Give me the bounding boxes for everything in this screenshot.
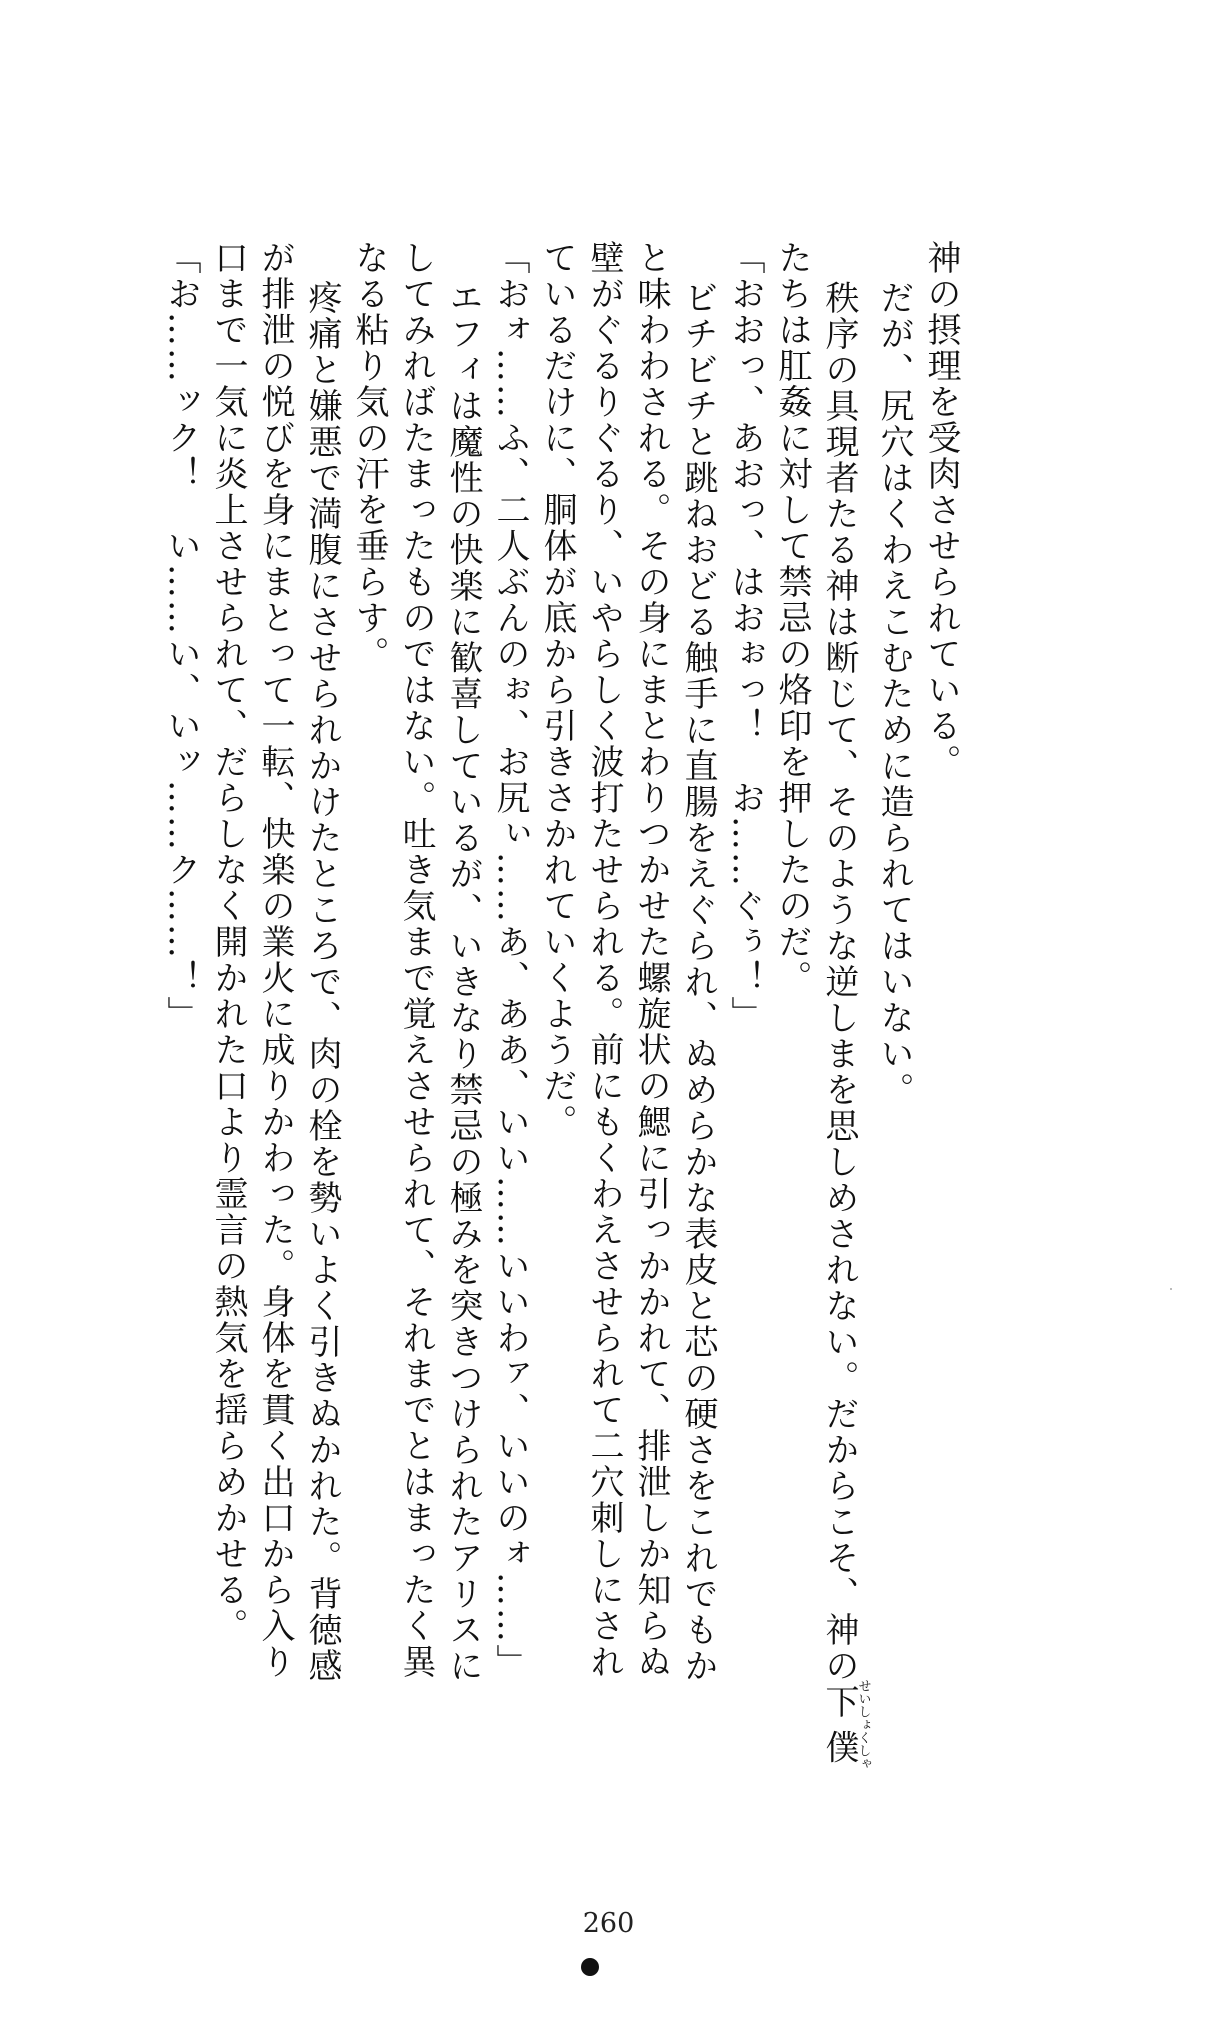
text-line: ビチビチと跳ねおどる触手に直腸をえぐられ、ぬめらかな表皮と芯の硬さをこれでもか [678,280,718,1684]
text-line: 壁がぐるりぐるり、いやらしく波打たせられる。前にもくわえさせられて二穴刺しにされ [584,240,624,1680]
text-line: ているだけに、胴体が底から引きさかれていくようだ。 [537,240,577,1140]
text-line: だが、尻穴はくわえこむために造られてはいない。 [874,280,914,1108]
text-line: と味わわされる。その身にまとわりつかせた螺旋状の鰓に引っかかれて、排泄しか知らぬ [631,240,671,1680]
ruby-base: 下僕 [819,1679,859,1771]
vertical-text-body [157,240,964,1771]
text-line: してみればたまったものではない。吐き気まで覚えさせられて、それまでとはまったく異 [396,240,436,1680]
text-line: エフィは魔性の快楽に歓喜しているが、いきなり禁忌の極みを突きつけられたアリスに [443,280,483,1684]
text-line-main: 秩序の具現者たる神は断じて、そのような逆しまを思しめされない。だからこそ、神の [819,280,859,1684]
text-line: 「おォ……ふ、二人ぶんのぉ、お尻ぃ……あ、ああ、いい……いいわァ、いいのォ……」 [490,240,530,1680]
furigana-ruby [819,1679,871,1771]
text-line: 疼痛と嫌悪で満腹にさせられかけたところで、肉の栓を勢いよく引きぬかれた。背徳感 [302,280,342,1684]
text-line: たちは肛姦に対して禁忌の烙印を押したのだ。 [772,240,812,996]
ruby-reading: せいしょくしゃ [855,1679,871,1771]
text-line: 「おおっ、あおっ、はおぉっ！ お……ぐぅ！」 [725,240,765,1032]
text-line: なる粘り気の汗を垂らす。 [349,240,389,672]
page-marker-dot [581,1958,599,1976]
scan-speck [1170,1288,1172,1290]
text-line: 「お……ック！ い……い、いッ……ク……！」 [161,240,201,1032]
page-number: 260 [582,1908,635,1939]
text-line: 神の摂理を受肉させられている。 [921,240,961,780]
text-line: 口まで一気に炎上させられて、だらしなく開かれた口より霊言の熱気を揺らめかせる。 [208,240,248,1644]
text-line [815,240,871,1771]
text-line: が排泄の悦びを身にまとって一転、快楽の業火に成りかわった。身体を貫く出口から入り [255,240,295,1680]
